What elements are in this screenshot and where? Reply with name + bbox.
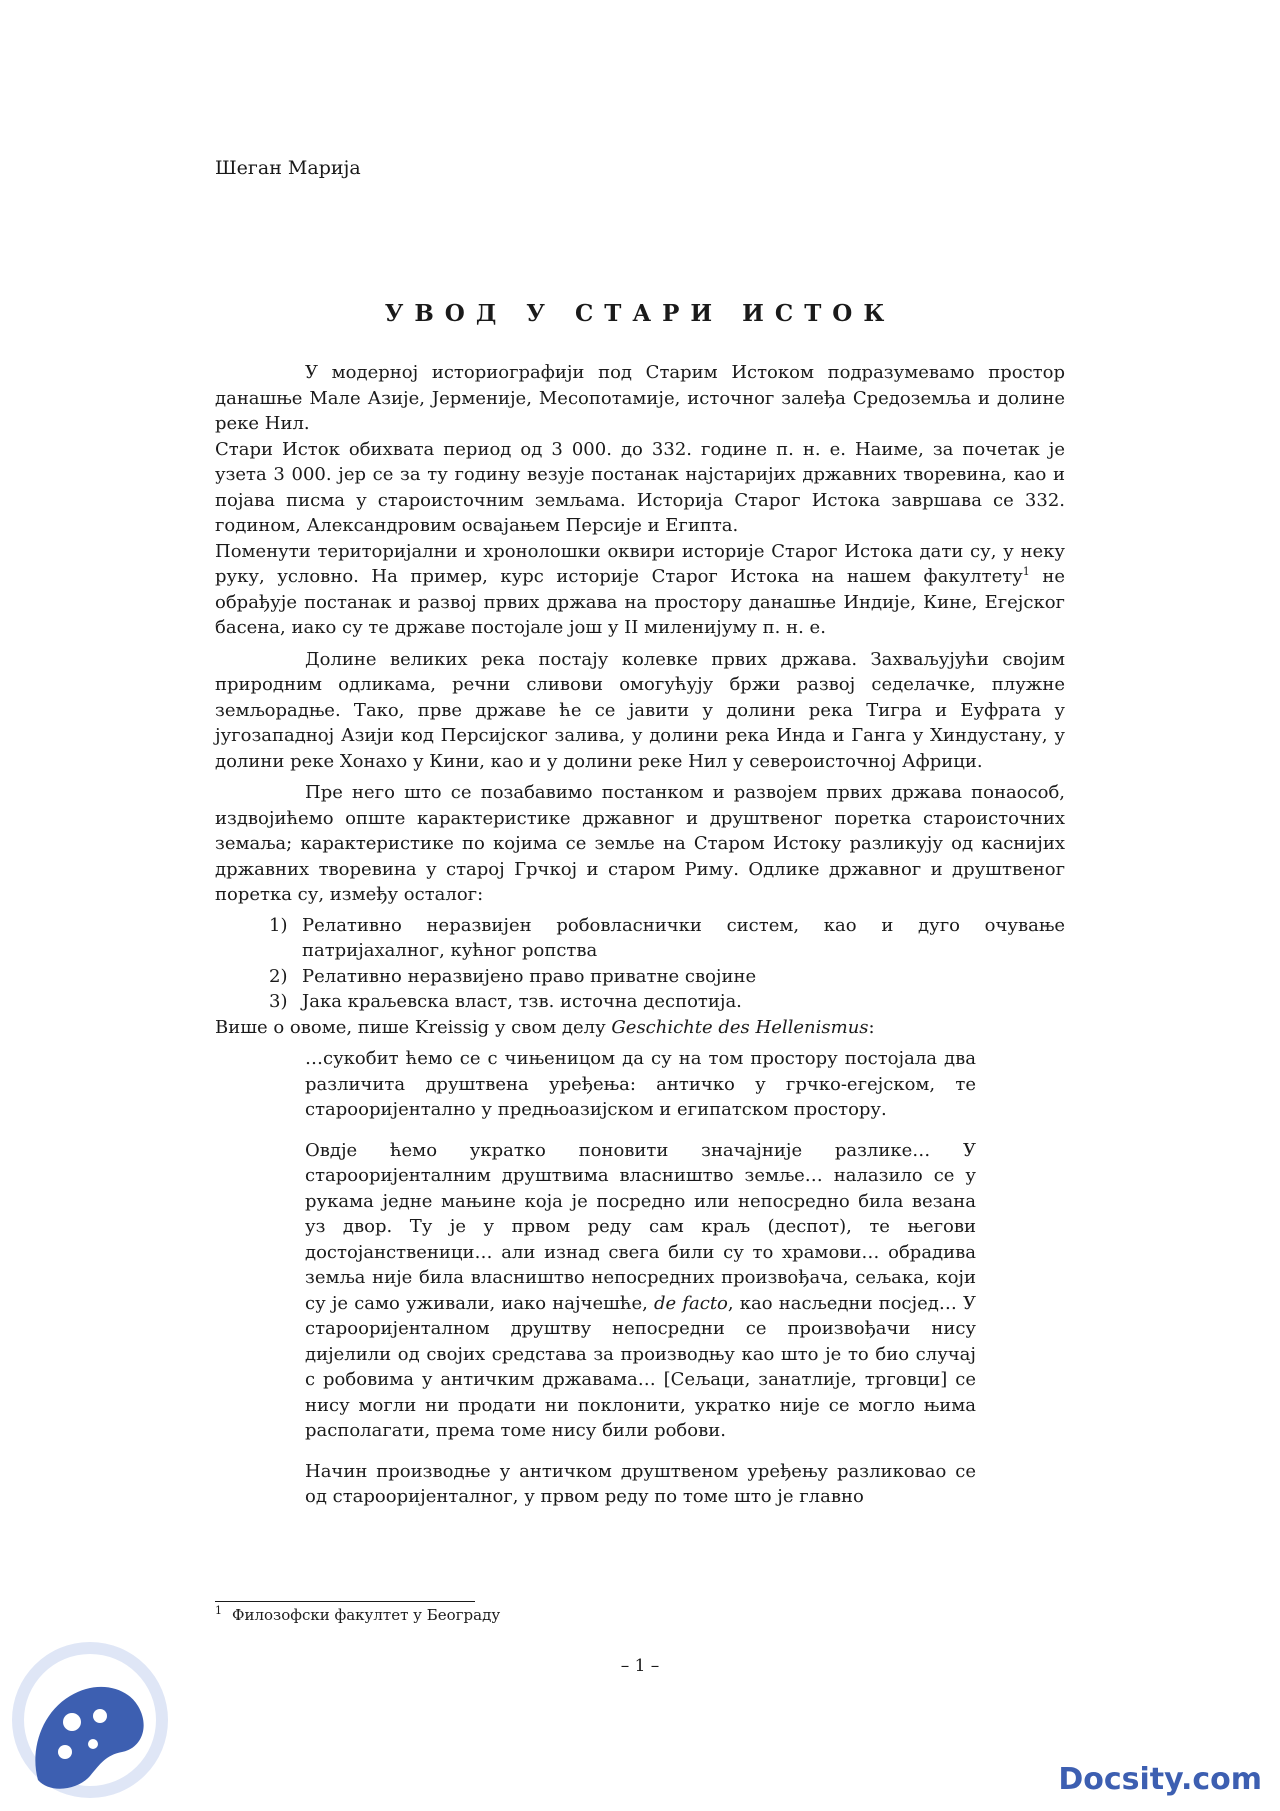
blockquote <box>305 1046 976 1510</box>
quote-paragraph-2-text-end: , као насљедни посјед… У старооријенталном друштву непосредни се произвођачи нису дијелили од својих средстава за производњу као што је то био случај с робовима у античким државама… [Сељаци, занатлије, трговци] се нису могли ни продати ни поклонити, укратко није се могло њима располагати, према томе нису били робови. <box>305 1292 976 1441</box>
quote-paragraph-1: …сукобит ћемо се с чињеницом да су на том простору постојала два различита друштвена уређења: античко у грчко-егејском, те старооријентално у предњоазијском и египатском простору. <box>305 1048 976 1120</box>
book-title: Geschichte des Hellenismus <box>611 1016 869 1038</box>
list-item <box>215 964 1065 990</box>
paragraph-period: Стари Исток обихвата период од 3 000. до 332. године п. н. е. Наиме, за почетак је узета 3 000. јер се за ту годину везује постанак најстаријих државних творевина, као и појава писма у староисточним земљама. Историја Старог Истока завршава се 332. годином, Александровим освајањем Персије и Египта. <box>215 438 1065 536</box>
paragraph-kreissig-text: Више о овоме, пише Kreissig у свом делу <box>215 1016 612 1038</box>
list-item-text: Јака краљевска власт, тзв. источна деспотија. <box>302 991 742 1012</box>
docsity-logo-icon[interactable] <box>10 1640 170 1800</box>
paragraph-kreissig <box>215 1015 1065 1041</box>
paragraph-characteristics: Пре него што се позабавимо постанком и развојем првих држава понаособ, издвојићемо опште карактеристике државног и друштвеног поретка староисточних земаља; карактеристике по којима се земље на Старом Истоку разликују од каснијих државних творевина у старој Грчкој и старом Риму. Одлике државног и друштвеног поретка су, између осталог: <box>215 782 1065 905</box>
list-item-number: 2) <box>269 965 288 987</box>
list-item-text: Релативно неразвијен робовласнички систем, као и дуго очување патријахалног, кућног ропства <box>302 914 1065 961</box>
paragraph-kreissig-colon: : <box>868 1016 875 1038</box>
footnote-divider <box>215 1601 475 1602</box>
paragraph-rivers: Долине великих река постају колевке првих држава. Захваљујући својим природним одликама, речни сливови омогућују бржи развој седелачке, плужне земљорадње. Тако, прве државе ће се јавити у долини река Тигра и Еуфрата у југозападној Азији код Персијског залива, у долини река Инда и Ганга у Хиндустану, у долини реке Хонахо у Кини, као и у долини реке Нил у североисточној Африци. <box>215 648 1065 772</box>
paragraph-intro: У модерној историографији под Старим Истоком подразумевамо простор данашње Мале Азије, Јерменије, Месопотамије, источног залеђа Средоземља и долине реке Нил. <box>215 362 1065 434</box>
footnote <box>215 1604 500 1624</box>
paragraph-frames-text-end: не обрађује постанак и развој првих држава на простору данашње Индије, Кине, Егејског басена, иако су те државе постојале још у II миленијуму п. н. е. <box>215 566 1065 638</box>
list-item <box>215 989 1065 1015</box>
page-number: – 1 – <box>620 1656 660 1676</box>
quote-paragraph-3: Начин производње у античком друштвеном уређењу разликовао се од старооријенталног, у првом реду по томе што је главно <box>305 1460 976 1507</box>
quote-paragraph-2 <box>305 1138 976 1444</box>
footnote-text: Филозофски факултет у Београду <box>232 1606 501 1624</box>
docsity-watermark[interactable]: Docsity.com <box>1058 1762 1262 1797</box>
list-item-text: Релативно неразвијено право приватне својине <box>302 965 757 987</box>
page-title: УВОД У СТАРИ ИСТОК <box>384 300 896 327</box>
characteristics-list <box>215 913 1065 1015</box>
quote-paragraph-2-text: Овдје ћемо укратко поновити значајније разлике… У старооријенталним друштвима власништво земље… налазило се у рукама једне мањине која је посредно или непосредно била везана уз двор. Ту је у првом реду сам краљ (деспот), те његови достојанственици… али изнад свега били су то храмови… обрадива земља није била власништво непосредних произвођача, сељака, који су је само уживали, иако најчешће, <box>305 1139 976 1314</box>
list-item-number: 3) <box>269 991 288 1012</box>
paragraph-frames-text: Поменути територијални и хронолошки оквири историје Старог Истока дати су, у неку руку, условно. На пример, курс историје Старог Истока на нашем факултету <box>215 540 1065 587</box>
author-name: Шеган Марија <box>215 157 361 179</box>
quote-italic-term: de facto <box>654 1292 728 1314</box>
footnote-mark: 1 <box>215 1604 222 1617</box>
list-item-number: 1) <box>269 914 288 936</box>
document-body <box>215 360 1065 1525</box>
list-item <box>215 913 1065 964</box>
paragraph-frames <box>215 539 1065 641</box>
footnote-reference[interactable]: 1 <box>1022 565 1030 578</box>
